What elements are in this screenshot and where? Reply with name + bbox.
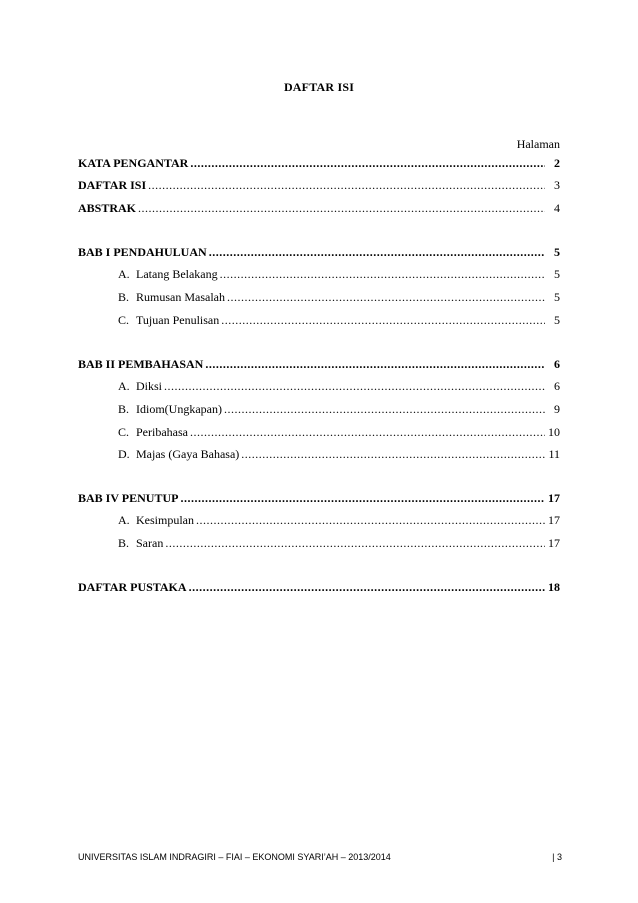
- toc-entry-page: 17: [548, 491, 560, 505]
- toc-subentry[interactable]: [118, 312, 560, 328]
- toc-subentry-page: 17: [548, 513, 560, 527]
- dot-leader: [138, 200, 545, 216]
- toc-entry[interactable]: [78, 579, 560, 595]
- toc-entry-label: DAFTAR ISI: [78, 178, 147, 192]
- toc-subentry-page: 5: [554, 313, 560, 327]
- toc-subentry-letter: A.: [118, 267, 130, 281]
- toc-subentry-label: Saran: [136, 536, 164, 550]
- toc-subentry[interactable]: [118, 512, 560, 528]
- toc-entry-page: 4: [554, 201, 560, 215]
- toc-entry-page: 5: [554, 245, 560, 259]
- dot-leader: [164, 378, 545, 394]
- toc-entry[interactable]: [78, 244, 560, 260]
- toc-entry[interactable]: [78, 177, 560, 193]
- dot-leader: [148, 177, 545, 193]
- footer-page-number: | 3: [552, 852, 562, 862]
- toc-subentry-label: Rumusan Masalah: [136, 290, 225, 304]
- toc-subentry[interactable]: [118, 266, 560, 282]
- toc-subentry-letter: B.: [118, 290, 130, 304]
- toc-entry-label: DAFTAR PUSTAKA: [78, 580, 187, 594]
- dot-leader: [227, 289, 545, 305]
- toc-subentry[interactable]: [118, 378, 560, 394]
- dot-leader: [196, 512, 545, 528]
- dot-leader: [220, 266, 545, 282]
- toc-entry-label: BAB II PEMBAHASAN: [78, 357, 204, 371]
- toc-subentry-label: Idiom(Ungkapan): [136, 402, 222, 416]
- toc-subentry-label: Latang Belakang: [136, 267, 218, 281]
- dot-leader: [165, 535, 545, 551]
- toc-subentry-letter: A.: [118, 513, 130, 527]
- toc-subentry-page: 5: [554, 290, 560, 304]
- dot-leader: [189, 579, 545, 595]
- toc-entry-page: 3: [554, 178, 560, 192]
- toc-subentry-letter: B.: [118, 402, 130, 416]
- toc-entry-label: BAB IV PENUTUP: [78, 491, 179, 505]
- dot-leader: [224, 401, 545, 417]
- toc-subentry-letter: D.: [118, 447, 130, 461]
- toc-subentry-page: 17: [548, 536, 560, 550]
- toc-subentry-page: 5: [554, 267, 560, 281]
- toc-entry[interactable]: [78, 356, 560, 372]
- document-title: DAFTAR ISI: [283, 80, 355, 94]
- toc-entry[interactable]: [78, 200, 560, 216]
- toc-subentry[interactable]: [118, 401, 560, 417]
- toc-entry-label: BAB I PENDAHULUAN: [78, 245, 207, 259]
- toc-subentry-label: Diksi: [136, 379, 163, 393]
- toc-subentry-letter: B.: [118, 536, 130, 550]
- toc-entry-label: KATA PENGANTAR: [78, 156, 189, 170]
- toc-subentry-letter: C.: [118, 313, 130, 327]
- dot-leader: [221, 312, 545, 328]
- footer-institution-text: UNIVERSITAS ISLAM INDRAGIRI – FIAI – EKONOMI SYARI’AH – 2013/2014: [78, 852, 391, 862]
- toc-subentry[interactable]: [118, 535, 560, 551]
- toc-subentry-label: Peribahasa: [136, 425, 188, 439]
- page-footer: [78, 852, 562, 862]
- toc-subentry-letter: A.: [118, 379, 130, 393]
- toc-subentry-page: 6: [554, 379, 560, 393]
- dot-leader: [190, 424, 545, 440]
- page-column-label: Halaman: [516, 137, 560, 151]
- dot-leader: [205, 356, 545, 372]
- toc-entry-page: 2: [554, 156, 560, 170]
- toc-subentry[interactable]: [118, 424, 560, 440]
- toc-subentry-label: Majas (Gaya Bahasa): [136, 447, 240, 461]
- toc-entry[interactable]: [78, 155, 560, 171]
- toc-subentry-label: Tujuan Penulisan: [136, 313, 220, 327]
- toc-subentry-page: 11: [548, 447, 560, 461]
- toc-subentry[interactable]: [118, 446, 560, 462]
- toc-entry-page: 6: [554, 357, 560, 371]
- dot-leader: [241, 446, 545, 462]
- dot-leader: [209, 244, 545, 260]
- toc-entry-label: ABSTRAK: [78, 201, 137, 215]
- toc-subentry-page: 9: [554, 402, 560, 416]
- toc-subentry-label: Kesimpulan: [136, 513, 194, 527]
- dot-leader: [180, 490, 545, 506]
- toc-subentry[interactable]: [118, 289, 560, 305]
- toc-entry-page: 18: [548, 580, 560, 594]
- toc-entry[interactable]: [78, 490, 560, 506]
- toc-subentry-letter: C.: [118, 425, 130, 439]
- toc-subentry-page: 10: [548, 425, 560, 439]
- dot-leader: [190, 155, 545, 171]
